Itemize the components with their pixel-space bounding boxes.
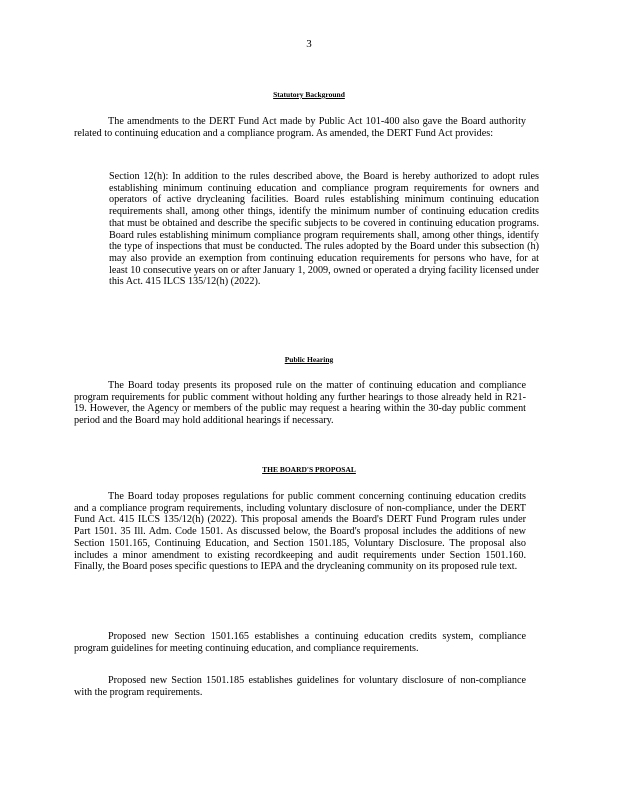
proposal-paragraph-3: Proposed new Section 1501.185 establishes guidelines for voluntary disclosure of non-compliance with the program requirements.: [74, 675, 526, 698]
page-number: 3: [306, 38, 312, 50]
proposal-paragraph-2: Proposed new Section 1501.165 establishes a continuing education credits system, compliance program guidelines for meeting continuing education, and compliance requirements.: [74, 631, 526, 654]
section-12h-quote: Section 12(h): In addition to the rules described above, the Board is hereby authorized to adopt rules establishing minimum continuing education and compliance program requirements for owners and operators of active drycleaning facilities. Board rules establishing minimum continuing education requirements shall, among other things, identify the minimum number of continuing education credits that must be obtained and describe the specific subjects to be covered in continuing education programs. Board rules establishing minimum compliance program requirements shall, among other things, identify the type of inspections that must be conducted. The rules adopted by the Board under this subsection (h) may also provide an exemption from continuing education requirements for persons who have, for at least 10 consecutive years on or after January 1, 2009, owned or operated a drying facility licensed under this Act. 415 ILCS 135/12(h) (2022).: [109, 171, 539, 288]
public-hearing-heading: [0, 355, 618, 364]
statutory-background-heading-text: Statutory Background: [273, 90, 345, 99]
boards-proposal-heading: [0, 465, 618, 474]
statutory-intro-paragraph: The amendments to the DERT Fund Act made by Public Act 101-400 also gave the Board authority related to continuing education and a compliance program. As amended, the DERT Fund Act provides:: [74, 116, 526, 139]
statutory-background-heading: [0, 90, 618, 99]
boards-proposal-heading-text: THE BOARD'S PROPOSAL: [262, 465, 356, 474]
public-hearing-paragraph: The Board today presents its proposed rule on the matter of continuing education and compliance program requirements for public comment without holding any further hearings to those already held in R21-19. However, the Agency or members of the public may request a hearing within the 30-day public comment period and the Board may hold additional hearings if necessary.: [74, 380, 526, 427]
proposal-paragraph-1: The Board today proposes regulations for public comment concerning continuing education credits and a compliance program requirements, including voluntary disclosure of non-compliance, under the DERT Fund Act. 415 ILCS 135/12(h) (2022). This proposal amends the Board's DERT Fund Program rules under Part 1501. 35 Ill. Adm. Code 1501. As discussed below, the Board's proposal includes the additions of new Section 1501.165, Continuing Education, and Section 1501.185, Voluntary Disclosure. The proposal also includes a minor amendment to existing recordkeeping and audit requirements under Section 1501.160. Finally, the Board poses specific questions to IEPA and the drycleaning community on its proposed rule text.: [74, 491, 526, 573]
public-hearing-heading-text: Public Hearing: [284, 355, 334, 364]
